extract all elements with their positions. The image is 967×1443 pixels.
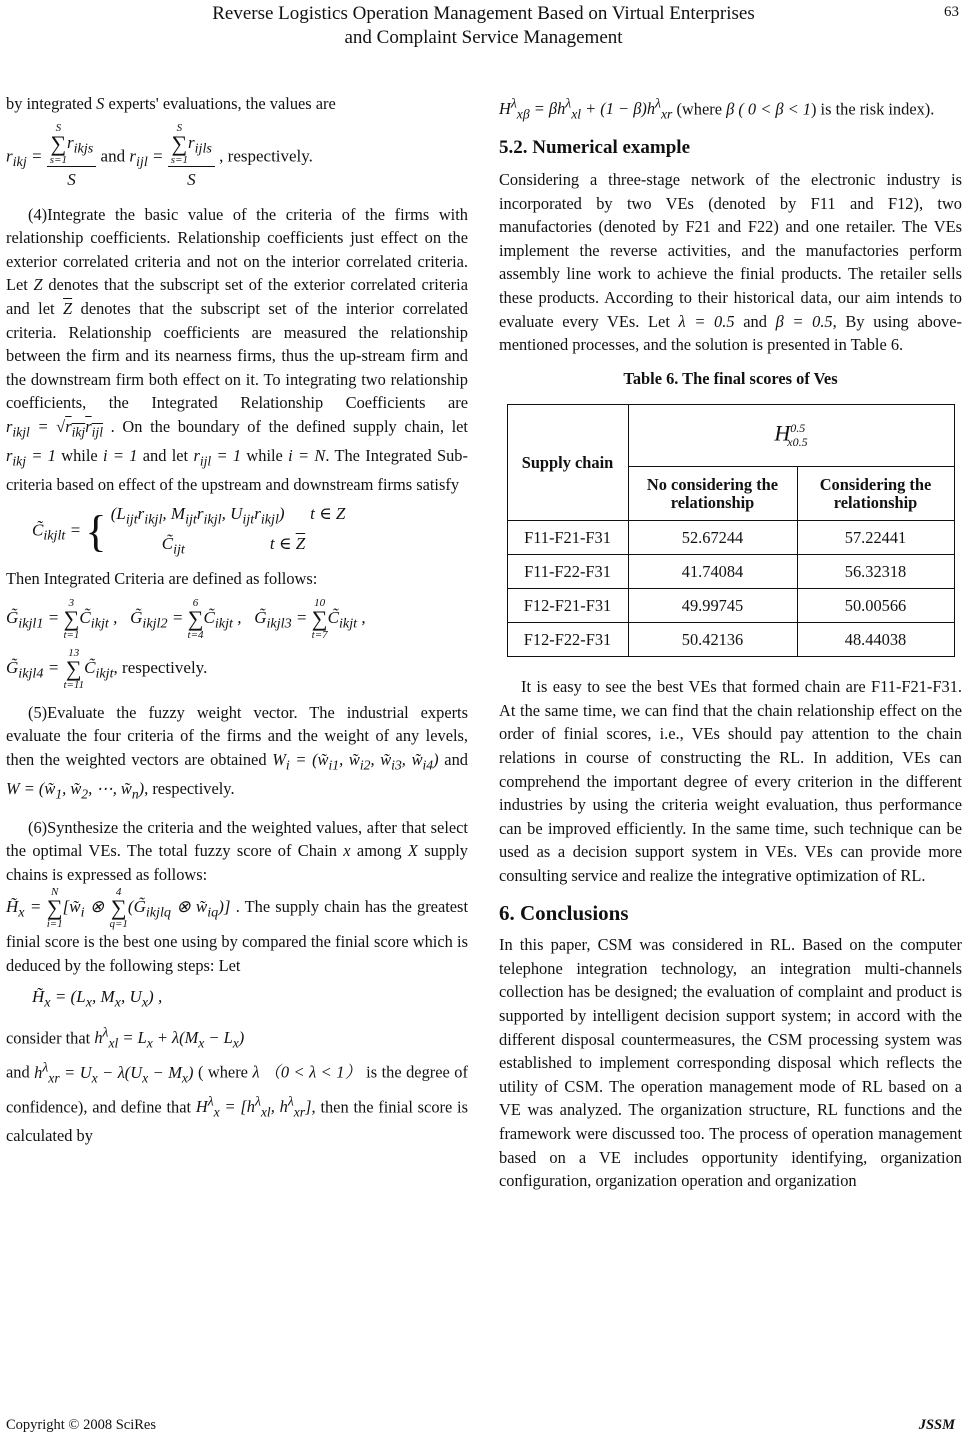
para-discussion: It is easy to see the best VEs that formed chain are F11-F21-F31. At the same time, we can find that the chain relationship effect on the order of finial scores, i.e., VEs should pay attention to the chain relations in course of constructing the RL. In addition, VEs can comprehend the important degree of every criterion in the different industries by using the criteria weight evaluation, thus performance can be improved efficiently. In the same time, such technique can be used as a decision support system in VEs. VEs can provide more consulting service and realize the integrative optimization of RL.: [499, 677, 962, 886]
section-heading-5-2: 5.2. Numerical example: [499, 137, 691, 159]
footer-copyright: Copyright © 2008 SciRes: [6, 1417, 156, 1433]
th-relationship: Considering the relationship: [797, 467, 954, 521]
table-final-scores: [507, 404, 955, 657]
para-step-5: (5)Evaluate the fuzzy weight vector. The industrial experts evaluate the four criteria of the firms and the weight of any levels, then the weighted vectors are obtained $W_i$ = ($w̃_{i1}$, $w̃_{i2}$, $w̃_{i3}$, $w̃_{i4}$) and $W = (w̃_1$, $w̃_2$, ⋯, $w̃_n$), respectively.: [6, 702, 468, 801]
para-conclusions: In this paper, CSM was considered in RL. Based on the computer telephone integration technology, an integration multi-channels collection has be designed; the evaluation of complaint and product is supported by intelligent decision support system; in accord with the different disposal countermeasures, the CSM processing system was established to implement corresponding disposal which reflects the utility of CSM. The operation management mode of RL based on a VE was analyzed. The organization structure, RL functions and the framework were discussed too. The process of operation management based on a VE includes opportunity identifying, organization configuration, organization operation and organization: [499, 935, 962, 1191]
header-title-line1: Reverse Logistics Operation Management Based on Virtual Enterprises: [212, 3, 755, 24]
running-header: [0, 2, 967, 50]
para-step-4: (4)Integrate the basic value of the criteria of the firms with relationship coefficients. Relationship coefficients just effect on the exterior correlated criteria and not on the interior correlated criteria. Let Z denotes that the subscript set of the exterior correlated criteria and let $\overline{Z}$ denotes that the subscript set of the interior correlated criteria. Relationship coefficients are measured the relationship between the firm and its nearness firms, thus the up-stream firm and the downstream firm both effect on it. To integrating two relationship coefficients, the Integrated Relationship Coefficients are $r_{ikjl} = √r_{ikj}r_{ijl}$ . On the boundary of the defined supply chain, let $r_{ikj} = 1$ while i = 1 and let $r_{ijl} = 1$ while i = N. The Integrated Sub-criteria based on effect of the upstream and downstream firms satisfy: [6, 204, 468, 494]
para-total-score: $H̃_x = N$ ∑ $i=1[w̃_i$ ⊗ 4 ∑ $q=1(G̃_{ikjlq}$ ⊗ $w̃_{iq}$)] . The supply chain has the greatest finial score is the best one using by compared the finial score which is deduced by the following steps: Let: [6, 886, 468, 975]
th-no-relationship: No considering the relationship: [628, 467, 797, 521]
th-score-symbol: $H^{0.5}_{x0.5}$: [628, 405, 954, 467]
table-row: F11-F21-F31 52.67244 57.22441: [507, 521, 954, 555]
para-consider: consider that $h^\lambda_{xl} = L_x + \lambda(M_x - L_x)$: [6, 1024, 245, 1051]
footer-journal: JSSM: [918, 1417, 955, 1433]
equation-integrated-criteria: $G̃_{ikjl1} = 3$ ∑ $t=1C̃_{ikjt}$ , $G̃_{ikjl2} = 6$ ∑ $t=4C̃_{ikjt}$ , $G̃_{ikjl3} = 10$ ∑ $t=7C̃_{ikjt}$ ,: [6, 596, 366, 641]
table-row: F11-F22-F31 41.74084 56.32318: [507, 555, 954, 589]
para-step-6: (6)Synthesize the criteria and the weighted values, after that select the optimal VEs. The total fuzzy score of Chain x among X supply chains is expressed as follows:: [6, 817, 468, 884]
equation-r-averages: $r_{ikj}$ = S ∑ $s=1r_{ikjs}$ S and $r_{ijl}$ = S ∑ $s=1r_{ijls}$ S , respectively.: [6, 121, 313, 189]
table-row: F12-F22-F31 50.42136 48.44038: [507, 623, 954, 657]
left-column: [6, 92, 468, 1148]
table-row: F12-F21-F31 49.99745 50.00566: [507, 589, 954, 623]
page-number: 63: [944, 4, 959, 20]
table-caption: Table 6. The final scores of Ves: [623, 368, 838, 388]
section-heading-6: 6. Conclusions: [499, 900, 629, 925]
right-column: [499, 92, 962, 1193]
equation-integrated-criteria-4: $G̃_{ikjl4} = 13$ ∑ $t=11C̃_{ikjt}$, respectively.: [6, 646, 208, 691]
equation-h-tilde: $H̃_x = (L_x$, $M_x$, $U_x$) ,: [32, 986, 163, 1010]
para-risk-index: $H^\lambda_{x\beta} = \beta h^\lambda_{xl} + (1 - \beta)h^\lambda_{xr}$ (where β ( 0 < β < 1) is the risk index).: [499, 96, 935, 122]
header-title-line2: and Complaint Service Management: [344, 27, 623, 48]
th-supply-chain: Supply chain: [507, 405, 628, 521]
para-numerical-example: Considering a three-stage network of the electronic industry is incorporated by two VEs (denoted by F11 and F12), two manufactories (denoted by F21 and F22) and one retailer. The VEs implement the reverse activities, and the manufactories perform assembly line work to achieve the finial products. The retailer sells these products. According to their historical data, our aim intends to evaluate every VEs. Let λ = 0.5 and β = 0.5, By using above-mentioned processes, and the solution is presented in Table 6.: [499, 169, 962, 355]
para-then-integrated: Then Integrated Criteria are defined as follows:: [6, 569, 318, 589]
para-and-where: and $h^\lambda_{xr} = U_x - \lambda(U_x - M_x)$ ( where λ （0 < λ < 1） is the degree of confidence), and define that $H^\lambda_x = [h^\lambda_{xl}$, $h^\lambda_{xr}$], then the finial score is calculated by: [6, 1059, 468, 1145]
equation-integrated-subcriteria: $C̃_{ikjlt}$ = { ($L_{ijt}r_{ikjl}$, $M_{ijt}r_{ikjl}$, $U_{ijt}r_{ikjl}$) t ∈ Z $C̃_{ijt}$ t ∈ $\overline{Z}$: [32, 504, 346, 558]
para-integrated-experts: by integrated S experts' evaluations, the values are: [6, 94, 336, 113]
